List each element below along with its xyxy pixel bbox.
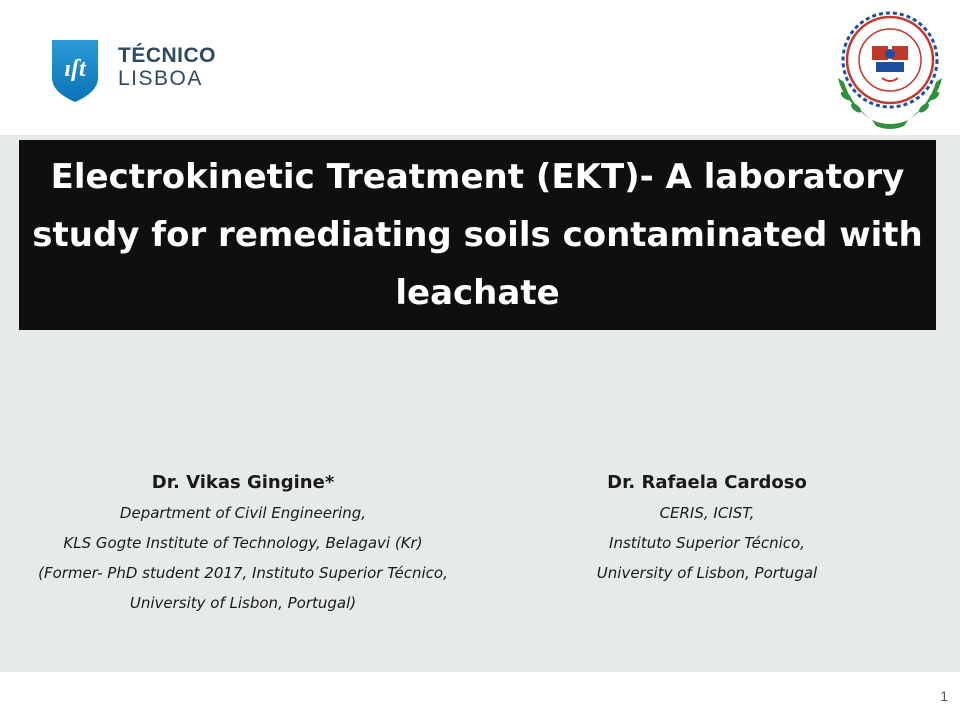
affiliation-line: CERIS, ICIST,	[659, 504, 755, 522]
affiliation-line: Instituto Superior Técnico,	[609, 534, 805, 552]
title-box	[19, 140, 936, 330]
affiliation-line: University of Lisbon, Portugal)	[129, 594, 357, 612]
slide-title: Electrokinetic Treatment (EKT)- A laboratory study for remediating soils contaminated with leachate	[32, 157, 923, 313]
lisboa-wordmark: LISBOA	[118, 67, 203, 90]
affiliation-line: University of Lisbon, Portugal	[596, 564, 818, 582]
affiliation-line: KLS Gogte Institute of Technology, Belagavi (Kr)	[63, 534, 423, 552]
affiliation-line: (Former- PhD student 2017, Instituto Superior Técnico,	[38, 564, 448, 582]
author-block-right	[495, 468, 919, 592]
tecnico-wordmark: TÉCNICO	[118, 44, 216, 67]
author-name: Dr. Rafaela Cardoso	[607, 472, 807, 493]
tecnico-lisboa-logo	[52, 40, 222, 102]
college-seal-icon	[832, 8, 948, 132]
author-block-left	[20, 468, 466, 622]
affiliation-line: Department of Civil Engineering,	[119, 504, 367, 522]
svg-text:ıſt: ıſt	[64, 56, 86, 82]
ist-shield-icon	[52, 40, 98, 102]
author-name: Dr. Vikas Gingine*	[151, 472, 335, 493]
page-number: 1	[940, 688, 948, 704]
